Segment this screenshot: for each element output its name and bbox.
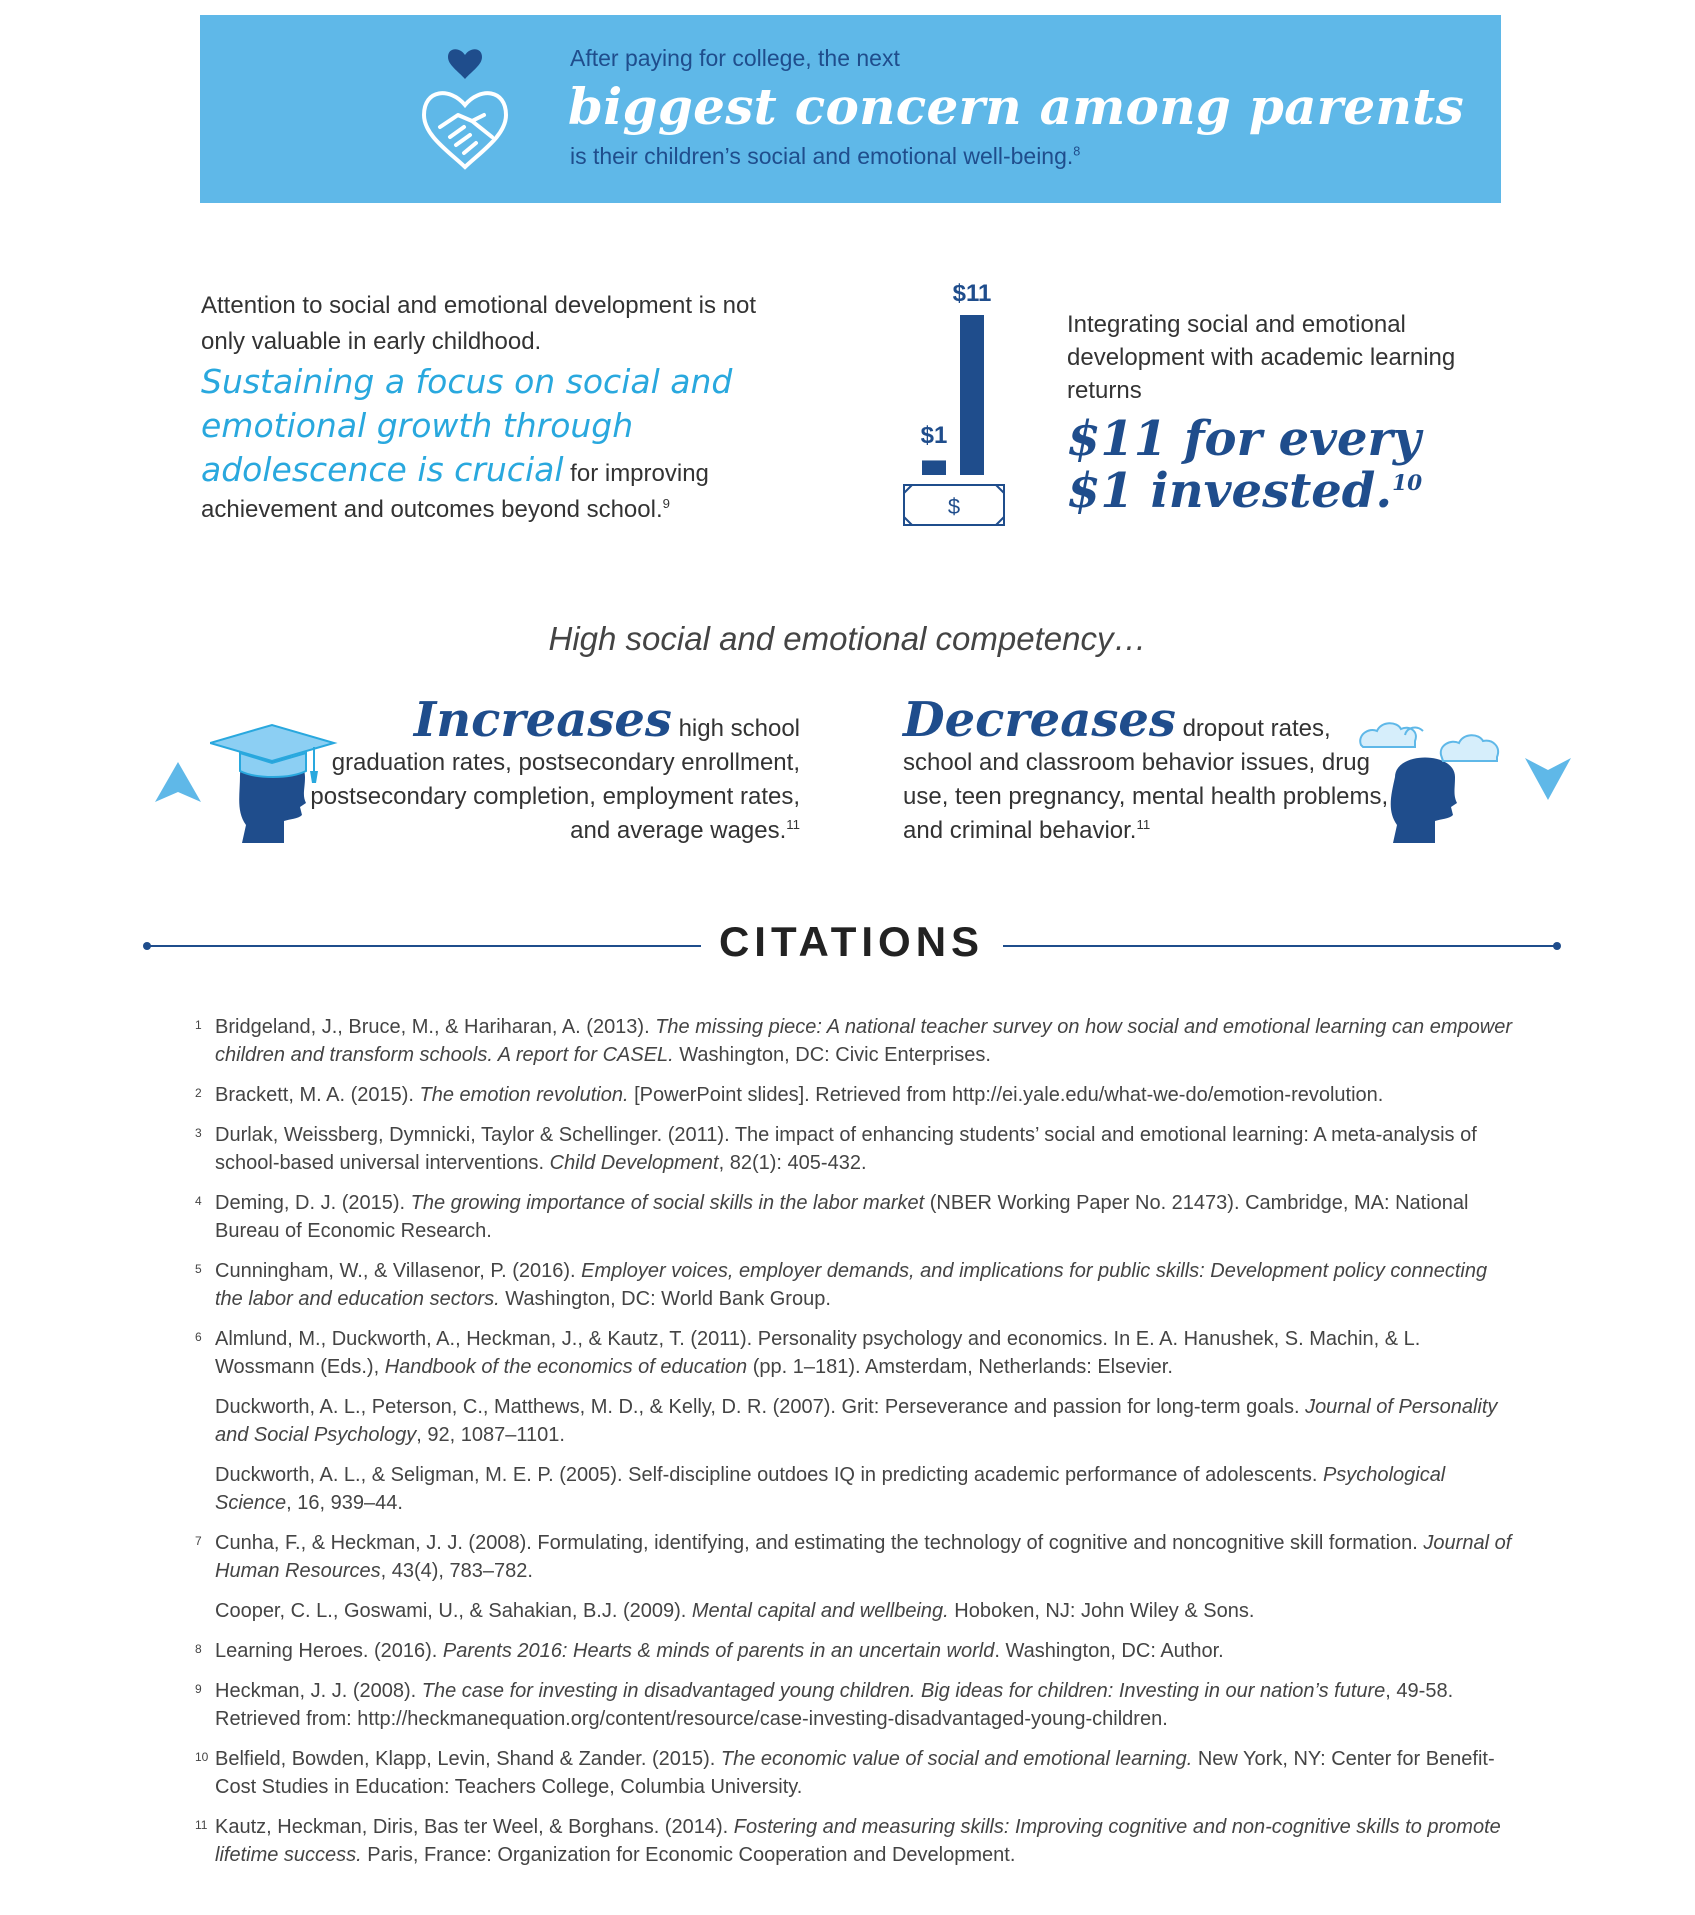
citation-number: 8 xyxy=(195,1642,202,1656)
citation-title: Mental capital and wellbeing. xyxy=(691,1600,949,1622)
citation-text: Almlund, M., Duckworth, A., Heckman, J., & Kautz, T. (2011). Personality psychology and economics. In E. A. Hanushek, S. Machin, & L. Wossmann (Eds.), xyxy=(215,1328,1421,1378)
citation-text: Learning Heroes. (2016). xyxy=(215,1640,443,1662)
decreases-text: dropout rates, school and classroom behavior issues, drug use, teen pregnancy, mental health problems, and criminal behavior. xyxy=(903,715,1389,844)
citations-rule-left xyxy=(146,945,701,947)
bar-small xyxy=(922,460,946,475)
citation-title: Employer voices, employer demands, and implications for public skills: Development policy connecting the labor and education sectors. xyxy=(215,1260,1488,1310)
citations-rule-right xyxy=(1003,945,1558,947)
paragraph-text-end: for improving achievement and outcomes beyond school. xyxy=(201,460,709,523)
bar-label-small: $1 xyxy=(920,422,948,449)
cloud-head-icon xyxy=(1355,715,1515,845)
citation-text-end: Washington, DC: World Bank Group. xyxy=(499,1288,831,1310)
citation-number: 6 xyxy=(195,1330,202,1344)
increases-keyword: Increases xyxy=(413,692,672,748)
rule-dot-right xyxy=(1553,942,1561,950)
citation-text-end: , 16, 939–44. xyxy=(286,1492,403,1514)
citation-title: Handbook of the economics of education xyxy=(384,1356,748,1378)
citation-item xyxy=(195,1081,1515,1109)
banner xyxy=(200,15,1501,203)
citation-number: 3 xyxy=(195,1126,202,1140)
banner-line-1: After paying for college, the next xyxy=(570,45,900,71)
citation-item xyxy=(195,1325,1515,1381)
citation-number: 7 xyxy=(195,1534,202,1548)
citation-number: 1 xyxy=(195,1018,202,1032)
citations-title: CITATIONS xyxy=(718,918,985,965)
dollar-bill-symbol: $ xyxy=(947,494,961,519)
arrow-down-icon xyxy=(1525,758,1571,800)
arrow-up-icon xyxy=(155,762,201,802)
citations-list xyxy=(195,1013,1515,1881)
citation-text: Bridgeland, J., Bruce, M., & Hariharan, A. (2013). xyxy=(215,1016,656,1038)
citation-number: 2 xyxy=(195,1086,202,1100)
citation-item xyxy=(195,1257,1515,1313)
citation-text-end: [PowerPoint slides]. Retrieved from http://ei.yale.edu/what-we-do/emotion-revolution. xyxy=(628,1084,1384,1106)
decreases-keyword: Decreases xyxy=(903,692,1176,748)
citation-title: Fostering and measuring skills: Improving cognitive and non-cognitive skills to promote lifetime success. xyxy=(215,1816,1501,1866)
paragraph-text: Attention to social and emotional development is not only valuable in early childhood. xyxy=(201,292,757,355)
citation-item xyxy=(195,1637,1515,1665)
citation-title: The emotion revolution. xyxy=(419,1084,629,1106)
citation-item xyxy=(195,1677,1515,1733)
rule-dot-left xyxy=(143,942,151,950)
citation-title: Child Development xyxy=(549,1152,719,1174)
citation-number: 11 xyxy=(195,1818,208,1832)
heart-handshake-icon xyxy=(410,45,520,175)
citation-text-end: (pp. 1–181). Amsterdam, Netherlands: Elsevier. xyxy=(747,1356,1173,1378)
return-text: Integrating social and emotional development with academic learning returns xyxy=(1067,311,1456,404)
citation-text: Deming, D. J. (2015). xyxy=(215,1192,411,1214)
citation-text-end: , 92, 1087–1101. xyxy=(416,1424,565,1446)
citation-item xyxy=(195,1529,1515,1585)
increases-text: high school graduation rates, postsecondary enrollment, postsecondary completion, employment rates, and average wages. xyxy=(310,715,800,844)
citation-text: Duckworth, A. L., Peterson, C., Matthews, M. D., & Kelly, D. R. (2007). Grit: Perseverance and passion for long-term goals. xyxy=(215,1396,1306,1418)
citation-text-end: Washington, DC: Civic Enterprises. xyxy=(673,1044,991,1066)
citation-title: Journal of Personality and Social Psychology xyxy=(215,1396,1498,1446)
bar-big xyxy=(960,315,984,475)
citation-title: Journal of Human Resources xyxy=(215,1532,1512,1582)
citation-title: The missing piece: A national teacher survey on how social and emotional learning can empower children and transform schools. A report for CASEL. xyxy=(215,1016,1512,1066)
citation-text-end: Hoboken, NJ: John Wiley & Sons. xyxy=(948,1600,1255,1622)
banner-line-3: is their children’s social and emotional well-being.$^8$ xyxy=(570,143,1081,169)
citation-title: Parents 2016: Hearts & minds of parents in an uncertain world xyxy=(442,1640,995,1662)
citation-text-end: , 82(1): 405-432. xyxy=(718,1152,867,1174)
citation-text-end: New York, NY: Center for Benefit-Cost Studies in Education: Teachers College, Columbia University. xyxy=(215,1748,1495,1798)
citation-item xyxy=(195,1745,1515,1801)
banner-headline: biggest concern among parents xyxy=(568,77,1465,136)
citation-text-end: , 43(4), 783–782. xyxy=(380,1560,533,1582)
return-figure: $11 for every $1 invested.$^{10}$ xyxy=(1067,411,1423,519)
citation-text: Durlak, Weissberg, Dymnicki, Taylor & Schellinger. (2011). The impact of enhancing students’ social and emotional learning: A meta-analysis of school-based universal interventions. xyxy=(215,1124,1477,1174)
citation-item xyxy=(195,1189,1515,1245)
citation-item xyxy=(195,1013,1515,1069)
citation-number: 9 xyxy=(195,1682,202,1696)
citation-title: The case for investing in disadvantaged young children. Big ideas for children: Investing in our nation’s future xyxy=(421,1680,1386,1702)
citation-item xyxy=(195,1597,1515,1625)
investment-return-paragraph xyxy=(1067,308,1487,517)
increases-block: Increases high school graduation rates, postsecondary enrollment, postsecondary completion, employment rates, and average wages.$^{11}$ xyxy=(310,692,800,844)
citation-item xyxy=(195,1461,1515,1517)
citation-item xyxy=(195,1813,1515,1869)
citation-number: 4 xyxy=(195,1194,202,1208)
citation-text: Cooper, C. L., Goswami, U., & Sahakian, B.J. (2009). xyxy=(215,1600,692,1622)
citation-number: 5 xyxy=(195,1262,202,1276)
citation-text: Heckman, J. J. (2008). xyxy=(215,1680,422,1702)
citation-text: Duckworth, A. L., & Seligman, M. E. P. (2005). Self-discipline outdoes IQ in predicting academic performance of adolescents. xyxy=(215,1464,1323,1486)
decreases-block: Decreases dropout rates, school and classroom behavior issues, drug use, teen pregnancy, mental health problems, and criminal behavior.$^{11}$ xyxy=(903,692,1389,844)
citation-text: Brackett, M. A. (2015). xyxy=(215,1084,420,1106)
early-development-paragraph: Attention to social and emotional development is not only valuable in early childhood. Sustaining a focus on social and emotional growth through adolescence is crucial for improving achievement and outcomes beyond school.$^9$ xyxy=(201,292,757,523)
paragraph-emphasis: Sustaining a focus on social and emotional growth through adolescence is crucial xyxy=(201,362,733,489)
citation-text-end: , 49-58. Retrieved from: http://heckmanequation.org/content/resource/case-investing-disadvantaged-young-children. xyxy=(215,1680,1454,1730)
citation-text: Belfield, Bowden, Klapp, Levin, Shand & Zander. (2015). xyxy=(215,1748,721,1770)
citation-item xyxy=(195,1121,1515,1177)
bar-label-big: $11 xyxy=(952,280,992,307)
citation-number: 10 xyxy=(195,1750,209,1764)
citation-text: Cunha, F., & Heckman, J. J. (2008). Formulating, identifying, and estimating the technology of cognitive and noncognitive skill formation. xyxy=(215,1532,1424,1554)
citation-text-end: . Washington, DC: Author. xyxy=(994,1640,1224,1662)
citation-text-end: Paris, France: Organization for Economic Cooperation and Development. xyxy=(361,1844,1016,1866)
citation-item xyxy=(195,1393,1515,1449)
competency-heading: High social and emotional competency… xyxy=(548,620,1147,657)
citation-title: The growing importance of social skills in the labor market xyxy=(410,1192,925,1214)
citation-title: The economic value of social and emotional learning. xyxy=(720,1748,1193,1770)
citation-text-end: (NBER Working Paper No. 21473). Cambridge, MA: National Bureau of Economic Research. xyxy=(215,1192,1469,1242)
citation-title: Psychological Science xyxy=(215,1464,1446,1514)
citation-text: Cunningham, W., & Villasenor, P. (2016). xyxy=(215,1260,582,1282)
money-bars-icon xyxy=(890,275,1030,535)
citation-text: Kautz, Heckman, Diris, Bas ter Weel, & Borghans. (2014). xyxy=(215,1816,734,1838)
